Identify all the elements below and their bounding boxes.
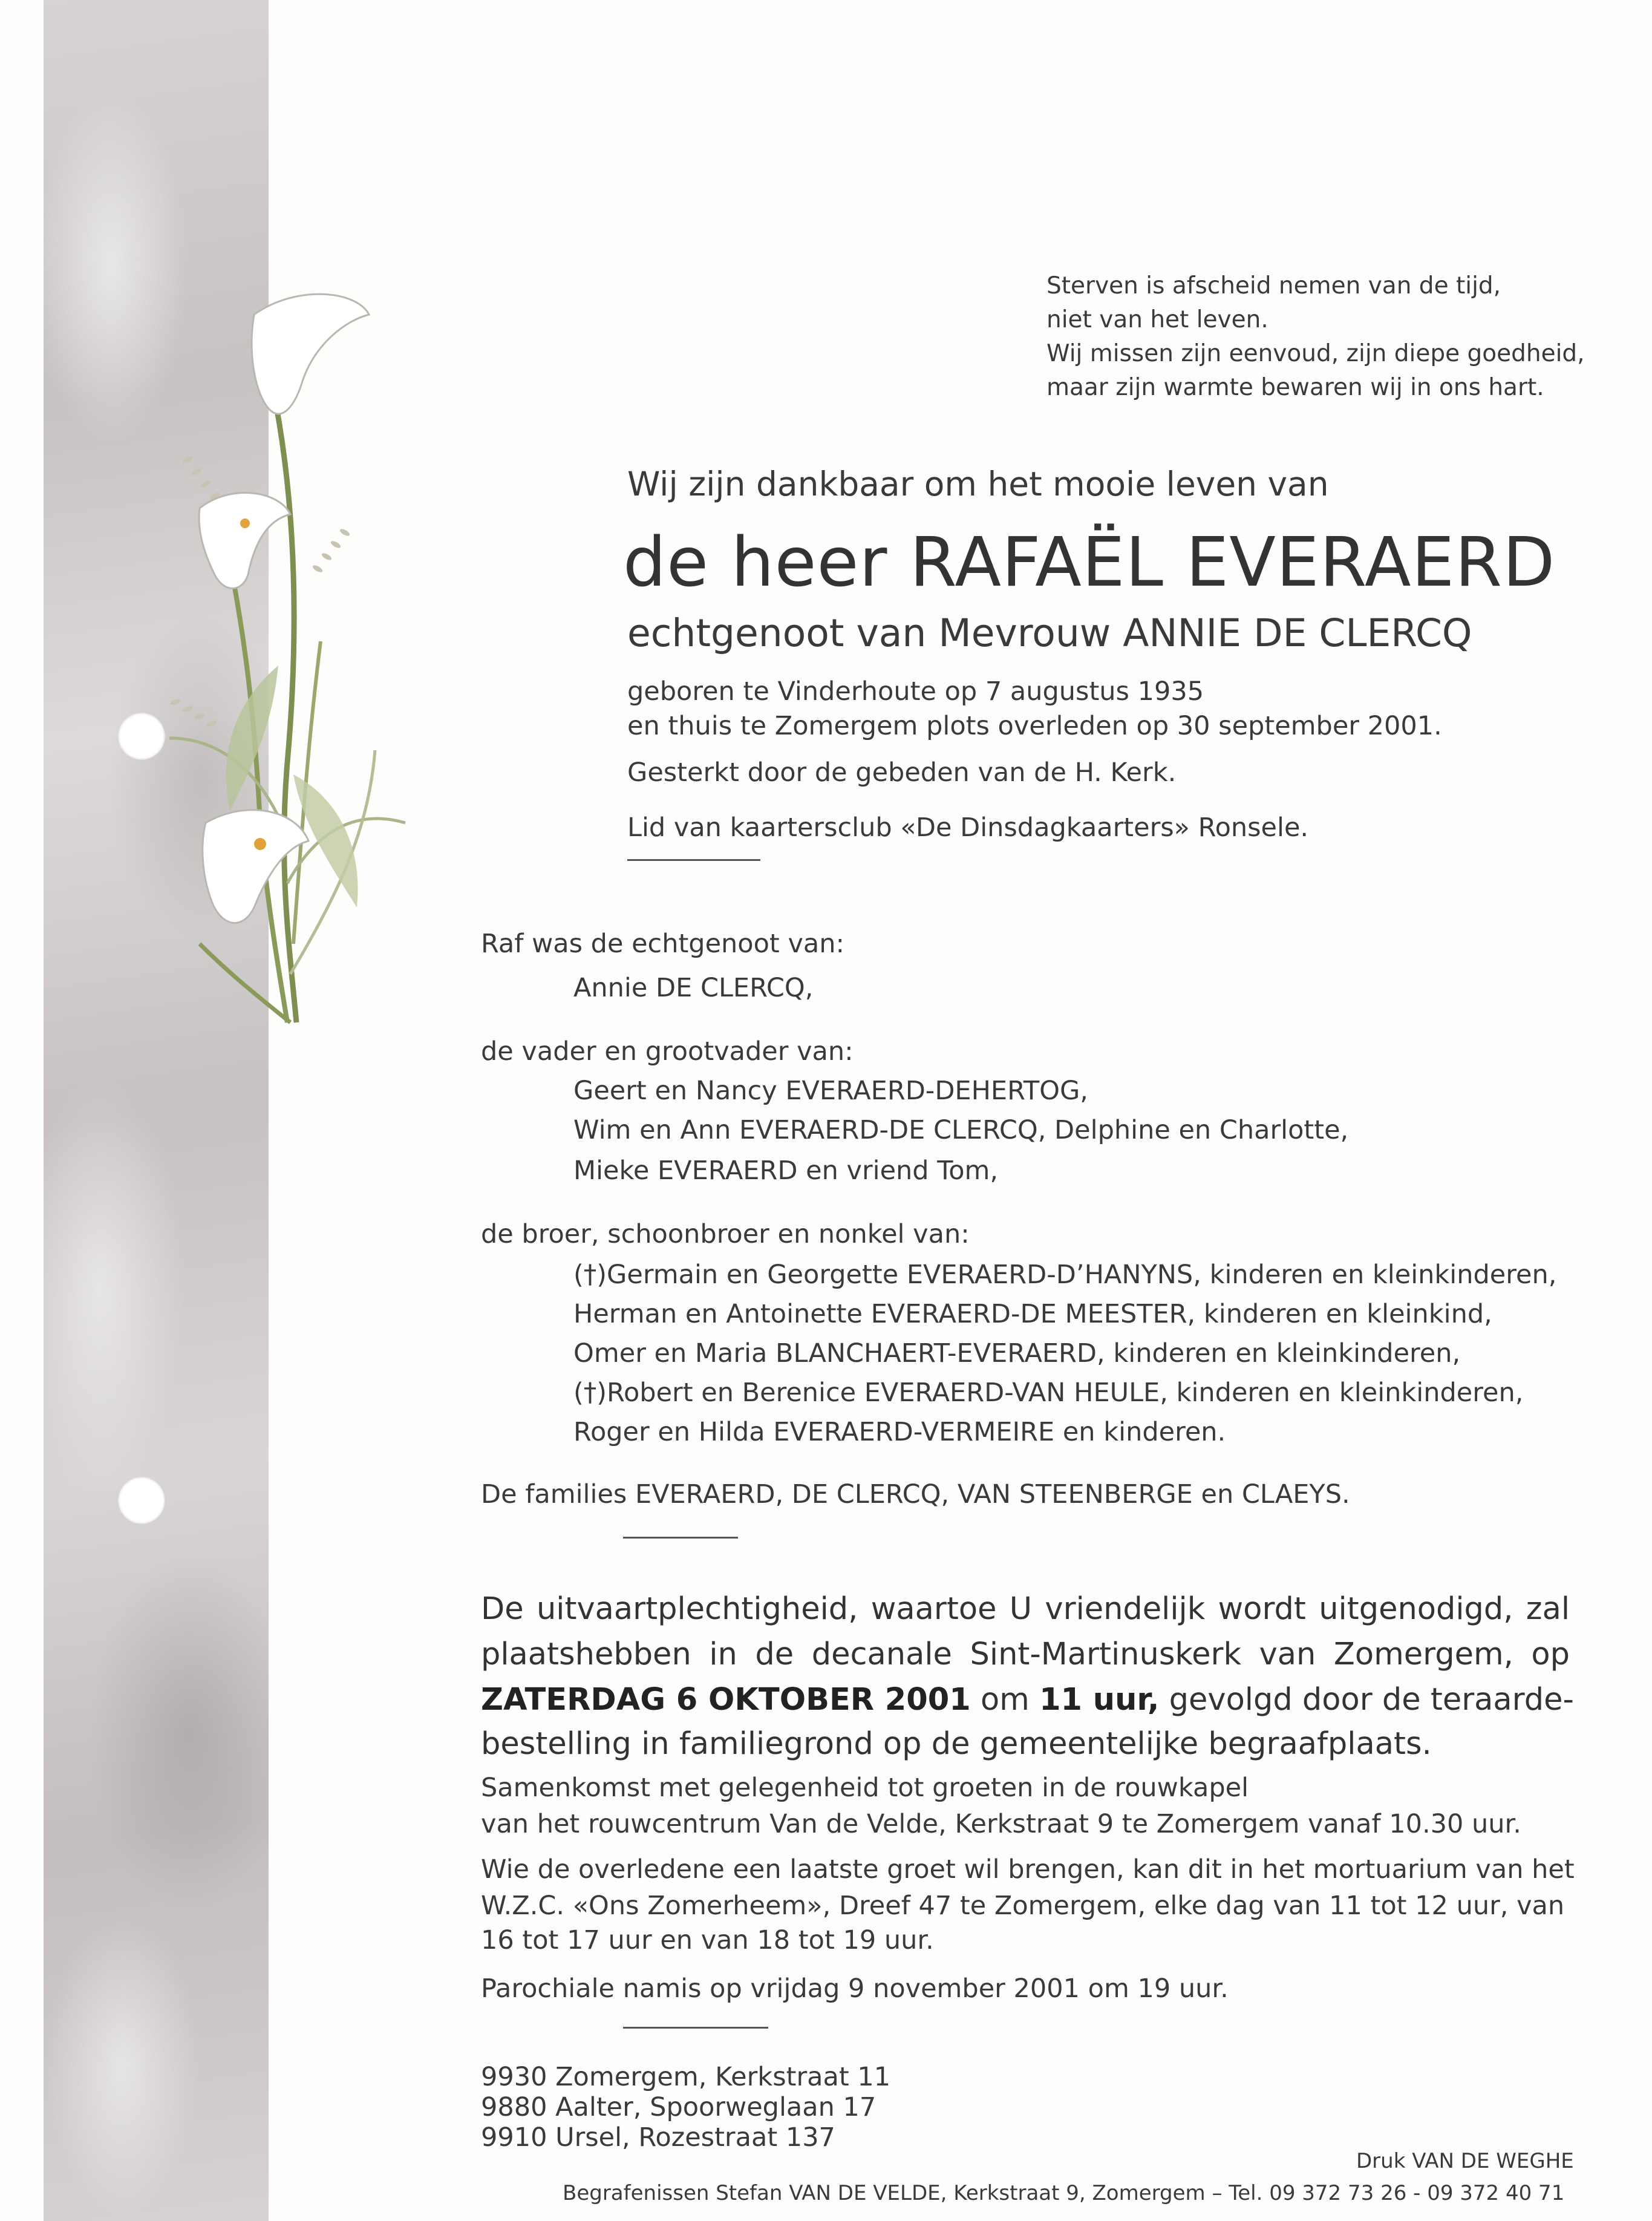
spouse-name: Annie DE CLERCQ,: [573, 973, 814, 1003]
sibling-line-4: (†)Robert en Berenice EVERAERD-VAN HEULE, kinderen en kleinkinderen,: [573, 1378, 1524, 1408]
poem-line-2: niet van het leven.: [1046, 306, 1268, 333]
ceremony-rest: gevolgd door de teraarde-: [1159, 1682, 1574, 1718]
ceremony-date: ZATERDAG 6 OKTOBER 2001: [481, 1682, 971, 1718]
families-line: De families EVERAERD, DE CLERCQ, VAN STEENBERGE en CLAEYS.: [481, 1479, 1350, 1510]
address-1: 9930 Zomergem, Kerkstraat 11: [481, 2062, 891, 2092]
divider-1: [627, 859, 760, 861]
poem-line-4: maar zijn warmte bewaren wij in ons hart.: [1046, 374, 1544, 401]
punch-hole-bottom: [118, 1477, 165, 1524]
sibling-line-5: Roger en Hilda EVERAERD-VERMEIRE en kinderen.: [573, 1417, 1226, 1447]
ceremony-time: 11 uur,: [1039, 1682, 1160, 1718]
address-3: 9910 Ursel, Rozestraat 137: [481, 2122, 835, 2153]
spouse-heading: Raf was de echtgenoot van:: [481, 929, 844, 959]
death-line: en thuis te Zomergem plots overleden op 30 september 2001.: [627, 711, 1442, 741]
child-line-1: Geert en Nancy EVERAERD-DEHERTOG,: [573, 1076, 1088, 1106]
children-heading: de vader en grootvader van:: [481, 1036, 854, 1067]
sibling-line-3: Omer en Maria BLANCHAERT-EVERAERD, kinderen en kleinkinderen,: [573, 1338, 1461, 1369]
ceremony-om: om: [970, 1682, 1040, 1718]
divider-2: [623, 1537, 738, 1539]
viewing-line-1: Wie de overledene een laatste groet wil brengen, kan dit in het mortuarium van het: [481, 1854, 1575, 1885]
spouse-line: echtgenoot van Mevrouw ANNIE DE CLERCQ: [627, 611, 1472, 655]
address-2: 9880 Aalter, Spoorweglaan 17: [481, 2092, 877, 2122]
intro-text: Wij zijn dankbaar om het mooie leven van: [627, 465, 1329, 503]
sibling-line-1: (†)Germain en Georgette EVERAERD-D’HANYNS, kinderen en kleinkinderen,: [573, 1260, 1557, 1290]
ceremony-line-4: bestelling in familiegrond op de gemeentelijke begraafplaats.: [481, 1726, 1432, 1762]
sibling-line-2: Herman en Antoinette EVERAERD-DE MEESTER, kinderen en kleinkind,: [573, 1299, 1492, 1329]
child-line-3: Mieke EVERAERD en vriend Tom,: [573, 1156, 999, 1186]
ceremony-line-2: plaatshebben in de decanale Sint-Martinuskerk van Zomergem, op: [481, 1637, 1570, 1672]
poem-line-3: Wij missen zijn eenvoud, zijn diepe goedheid,: [1046, 340, 1585, 367]
divider-3: [623, 2027, 768, 2029]
calla-lily-illustration: [163, 278, 429, 1041]
printer-credit: Druk VAN DE WEGHE: [1356, 2149, 1574, 2173]
gathering-line-2: van het rouwcentrum Van de Velde, Kerkstraat 9 te Zomergem vanaf 10.30 uur.: [481, 1809, 1521, 1839]
poem-line-1: Sterven is afscheid nemen van de tijd,: [1046, 272, 1501, 299]
gathering-line-1: Samenkomst met gelegenheid tot groeten in de rouwkapel: [481, 1773, 1249, 1803]
sacraments-line: Gesterkt door de gebeden van de H. Kerk.: [627, 757, 1177, 788]
club-line: Lid van kaartersclub «De Dinsdagkaarters» Ronsele.: [627, 813, 1309, 843]
viewing-line-3: 16 tot 17 uur en van 18 tot 19 uur.: [481, 1925, 934, 1955]
deceased-name: de heer RAFAËL EVERAERD: [623, 523, 1556, 602]
punch-hole-top: [118, 713, 165, 760]
birth-line: geboren te Vinderhoute op 7 augustus 1935: [627, 676, 1204, 707]
ceremony-line-1: De uitvaartplechtigheid, waartoe U vriendelijk wordt uitgenodigd, zal: [481, 1591, 1570, 1627]
mass-line: Parochiale namis op vrijdag 9 november 2001 om 19 uur.: [481, 1974, 1229, 2004]
siblings-heading: de broer, schoonbroer en nonkel van:: [481, 1219, 970, 1249]
undertaker-line: Begrafenissen Stefan VAN DE VELDE, Kerkstraat 9, Zomergem – Tel. 09 372 73 26 - 09 372 40 71: [563, 2181, 1565, 2205]
child-line-2: Wim en Ann EVERAERD-DE CLERCQ, Delphine en Charlotte,: [573, 1115, 1349, 1145]
ceremony-line-3: [481, 1682, 1574, 1718]
viewing-line-2: W.Z.C. «Ons Zomerheem», Dreef 47 te Zomergem, elke dag van 11 tot 12 uur, van: [481, 1891, 1565, 1921]
